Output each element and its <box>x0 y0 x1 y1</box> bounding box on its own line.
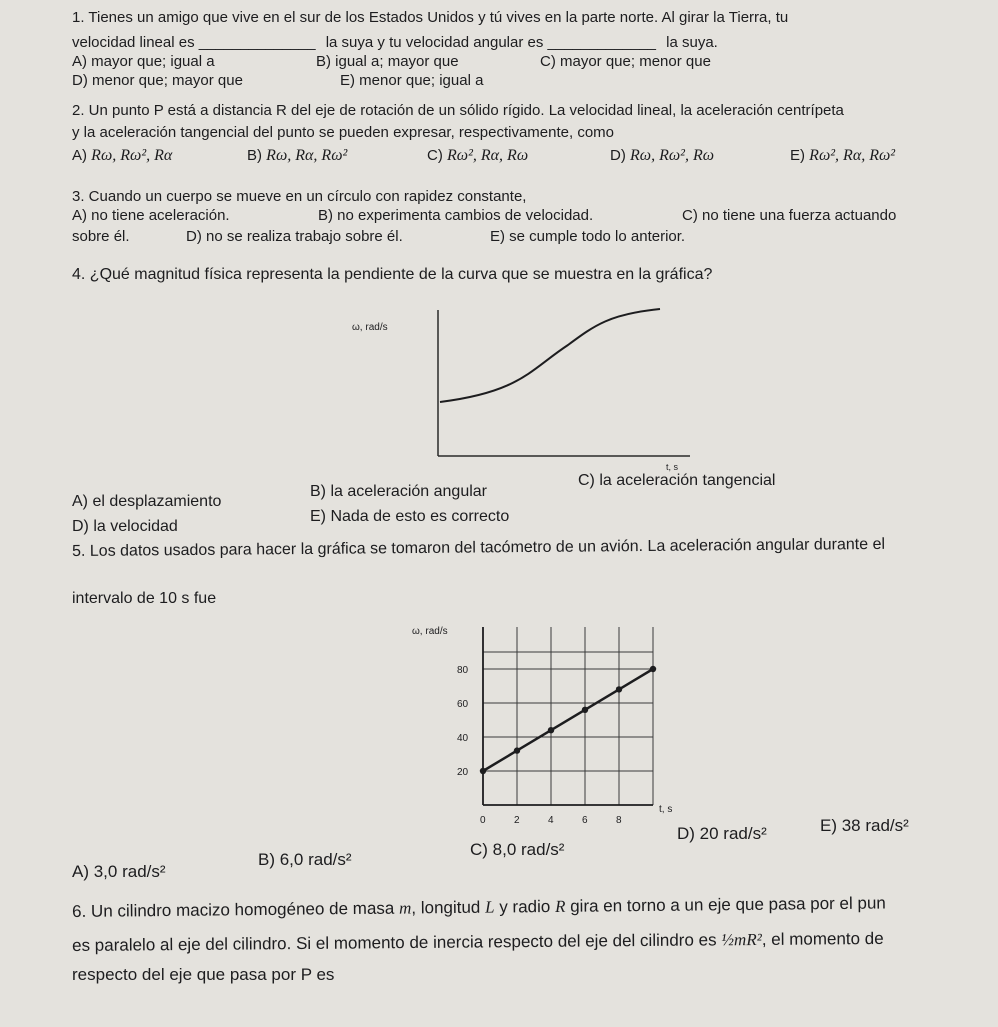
q2-option-b-expr: Rω, Rα, Rω² <box>266 147 348 164</box>
q3-option-d: D) no se realiza trabajo sobre él. <box>186 228 403 245</box>
q6-inertia-expr: ½mR² <box>721 929 762 950</box>
q5-option-e: E) 38 rad/s² <box>820 816 909 835</box>
q1-stem-line1: 1. Tienes un amigo que vive en el sur de los Estados Unidos y tú vives en la parte norte. Al girar la Tierra, tu <box>72 9 789 26</box>
q6-text-a: 6. Un cilindro macizo homogéneo de masa <box>72 898 395 921</box>
q5-graph-data-line <box>483 669 653 771</box>
q2-option-c-expr: Rω², Rα, Rω <box>447 147 529 164</box>
q5-graph-xlabel: t, s <box>659 804 673 815</box>
q2-stem-line1: 2. Un punto P está a distancia R del eje de rotación de un sólido rígido. La velocidad lineal, la aceleración centrípeta <box>72 102 844 119</box>
q4-option-b: B) la aceleración angular <box>310 483 487 500</box>
q5-data-point-2 <box>548 727 554 733</box>
q4-option-d: D) la velocidad <box>72 518 178 535</box>
q6-text-c: y radio <box>499 896 551 917</box>
q1-option-e: E) menor que; igual a <box>340 72 484 89</box>
q3-option-c: C) no tiene una fuerza actuando <box>682 207 897 224</box>
q6-var-R: R <box>554 896 566 916</box>
q5-y-tick-1: 40 <box>457 733 469 744</box>
q3-option-e: E) se cumple todo lo anterior. <box>490 228 686 245</box>
q2-option-d-label: D) <box>610 147 626 164</box>
q2-option-b-label: B) <box>247 147 262 164</box>
q5-x-tick-1: 2 <box>514 815 520 826</box>
q2-option-a-label: A) <box>72 147 87 164</box>
q6-text-d: gira en torno a un eje que pasa por el pun <box>570 893 886 916</box>
q6-var-m: m <box>398 898 412 918</box>
q2-option-c-label: C) <box>427 147 443 164</box>
q4-stem: 4. ¿Qué magnitud física representa la pendiente de la curva que se muestra en la gráfica? <box>72 266 713 283</box>
q4-option-c: C) la aceleración tangencial <box>578 472 776 489</box>
q5-option-b: B) 6,0 rad/s² <box>258 850 352 869</box>
q1-option-a: A) mayor que; igual a <box>72 53 215 70</box>
q1-blank-1: ______________ <box>198 34 316 51</box>
q2-option-e-label: E) <box>790 147 805 164</box>
q1-option-d: D) menor que; mayor que <box>72 72 243 89</box>
q3-option-a: A) no tiene aceleración. <box>72 207 230 224</box>
q5-data-point-0 <box>480 768 486 774</box>
q1-text-a: velocidad lineal es <box>72 34 195 51</box>
q1-option-c: C) mayor que; menor que <box>540 53 711 70</box>
q3-option-b: B) no experimenta cambios de velocidad. <box>318 207 594 224</box>
q5-x-tick-0: 0 <box>480 815 486 826</box>
q5-option-a: A) 3,0 rad/s² <box>72 862 166 881</box>
q1-text-b: la suya y tu velocidad angular es <box>325 34 544 51</box>
q2-stem-line2: y la aceleración tangencial del punto se pueden expresar, respectivamente, como <box>72 124 614 141</box>
q2-option-d-expr: Rω, Rω², Rω <box>630 147 715 164</box>
q5-graph-ylabel: ω, rad/s <box>412 626 448 637</box>
q2-option-e-expr: Rω², Rα, Rω² <box>809 147 896 164</box>
q3-stem: 3. Cuando un cuerpo se mueve en un círculo con rapidez constante, <box>72 188 527 205</box>
q5-stem-line1: 5. Los datos usados para hacer la gráfica se tomaron del tacómetro de un avión. La aceleración angular durante el <box>72 535 886 560</box>
q5-y-tick-2: 60 <box>457 699 469 710</box>
q5-option-d: D) 20 rad/s² <box>677 824 767 843</box>
q4-graph-ylabel: ω, rad/s <box>352 322 388 333</box>
q2-option-a-expr: Rω, Rω², Rα <box>91 147 173 164</box>
q5-stem-line2: intervalo de 10 s fue <box>72 590 217 607</box>
q6-var-L: L <box>484 897 495 917</box>
q5-x-tick-2: 4 <box>548 815 554 826</box>
q4-option-e: E) Nada de esto es correcto <box>310 508 510 525</box>
q5-x-tick-4: 8 <box>616 815 622 826</box>
q6-text-b: , longitud <box>411 897 481 918</box>
q4-option-a: A) el desplazamiento <box>72 493 222 510</box>
q6-text-f: , el momento de <box>761 928 884 949</box>
q5-x-tick-3: 6 <box>582 815 588 826</box>
q6-stem-line3: respecto del eje que pasa por P es <box>72 965 335 984</box>
q5-data-point-1 <box>514 747 520 753</box>
q1-option-b: B) igual a; mayor que <box>316 53 459 70</box>
q5-data-point-5 <box>650 666 656 672</box>
q1-blank-2: _____________ <box>547 34 656 51</box>
q4-graph-xlabel: t, s <box>666 462 679 472</box>
q5-option-c: C) 8,0 rad/s² <box>470 840 565 859</box>
q6-text-e: es paralelo al eje del cilindro. Si el momento de inercia respecto del eje del cilindro es <box>72 930 717 955</box>
q5-data-point-4 <box>616 686 622 692</box>
q1-text-c: la suya. <box>666 34 718 51</box>
q5-y-tick-3: 80 <box>457 665 469 676</box>
q5-data-point-3 <box>582 707 588 713</box>
q5-y-tick-0: 20 <box>457 767 469 778</box>
q3-option-c-continued: sobre él. <box>72 228 130 245</box>
